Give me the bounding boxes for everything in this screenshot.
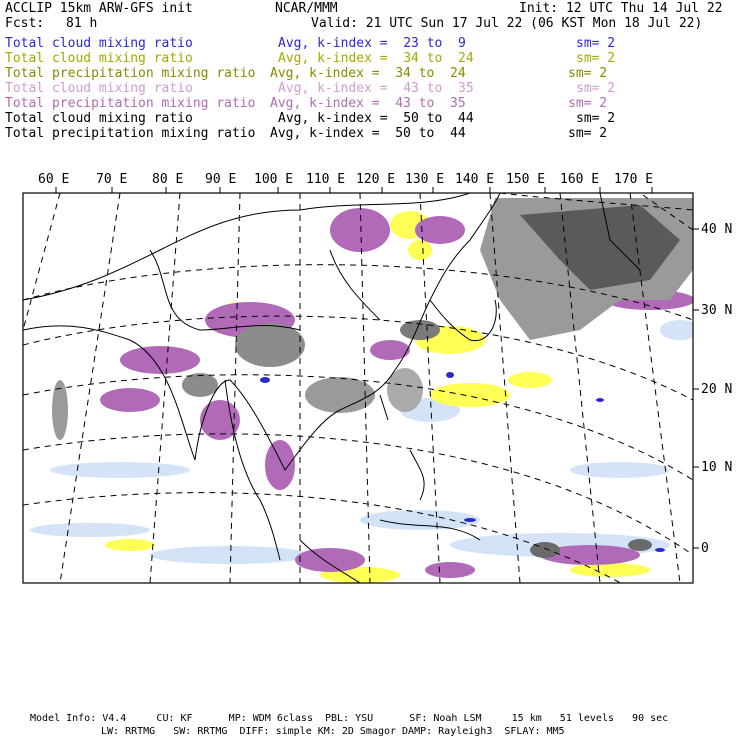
- lon-label: 60 E: [38, 172, 70, 187]
- legend-field: Total cloud mixing ratio: [5, 51, 193, 66]
- lat-label: 40 N: [701, 222, 733, 237]
- legend-sm: sm= 2: [568, 66, 608, 81]
- lon-label: 110 E: [306, 172, 346, 187]
- init-time: Init: 12 UTC Thu 14 Jul 22: [519, 1, 723, 16]
- lon-label: 130 E: [405, 172, 445, 187]
- legend-field: Total cloud mixing ratio: [5, 111, 193, 126]
- lon-label: 150 E: [506, 172, 546, 187]
- legend-stat: Avg, k-index = 23 to 9: [278, 36, 466, 51]
- model-info-line2: LW: RRTMG SW: RRTMG DIFF: simple KM: 2D Smagor DAMP: Rayleigh3 SFLAY: MM5: [101, 726, 565, 737]
- legend-field: Total cloud mixing ratio: [5, 81, 193, 96]
- legend-stat: Avg, k-index = 34 to 24: [270, 66, 466, 81]
- legend-stat: Avg, k-index = 43 to 35: [270, 96, 466, 111]
- lat-label: 20 N: [701, 382, 733, 397]
- fcst-value: 81 h: [66, 16, 98, 31]
- lon-label: 170 E: [614, 172, 654, 187]
- lon-label: 80 E: [152, 172, 184, 187]
- legend-field: Total precipitation mixing ratio: [5, 96, 256, 111]
- lon-label: 70 E: [96, 172, 128, 187]
- legend-sm: sm= 2: [568, 126, 608, 141]
- legend-sm: sm= 2: [576, 81, 616, 96]
- org-label: NCAR/MMM: [275, 1, 338, 16]
- legend-sm: sm= 2: [568, 96, 608, 111]
- legend-stat: Avg, k-index = 50 to 44: [278, 111, 474, 126]
- legend-stat: Avg, k-index = 50 to 44: [270, 126, 466, 141]
- lon-label: 140 E: [455, 172, 495, 187]
- top-ticks: [56, 187, 652, 193]
- legend-sm: sm= 2: [576, 36, 616, 51]
- lon-label: 160 E: [560, 172, 600, 187]
- fcst-label: Fcst:: [5, 16, 45, 31]
- legend-stat: Avg, k-index = 43 to 35: [278, 81, 474, 96]
- model-title: ACCLIP 15km ARW-GFS init: [5, 1, 193, 16]
- legend-field: Total precipitation mixing ratio: [5, 66, 256, 81]
- lon-label: 90 E: [205, 172, 237, 187]
- valid-time: Valid: 21 UTC Sun 17 Jul 22 (06 KST Mon 18 Jul 22): [311, 16, 703, 31]
- lat-label: 10 N: [701, 460, 733, 475]
- lat-label: 0: [701, 541, 709, 556]
- legend-sm: sm= 2: [576, 51, 616, 66]
- lon-label: 120 E: [356, 172, 396, 187]
- legend-sm: sm= 2: [576, 111, 616, 126]
- legend-stat: Avg, k-index = 34 to 24: [278, 51, 474, 66]
- lat-label: 30 N: [701, 303, 733, 318]
- legend-field: Total precipitation mixing ratio: [5, 126, 256, 141]
- legend-field: Total cloud mixing ratio: [5, 36, 193, 51]
- right-ticks: [693, 229, 699, 548]
- lon-label: 100 E: [254, 172, 294, 187]
- model-info-line1: Model Info: V4.4 CU: KF MP: WDM 6class PBL: YSU SF: Noah LSM 15 km 51 levels 90 sec: [30, 713, 669, 724]
